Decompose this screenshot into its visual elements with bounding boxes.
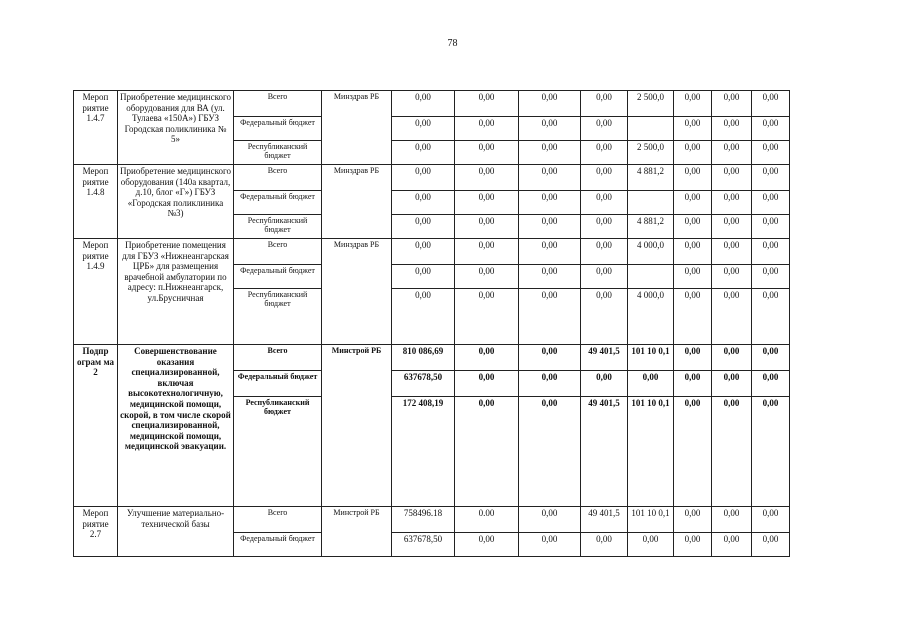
value-cell: 0,00 [712,345,752,371]
funding-source: Федеральный бюджет [234,117,322,141]
value-cell: 101 10 0,1 [628,345,674,371]
value-cell: 0,00 [581,289,628,345]
value-cell: 0,00 [392,239,455,265]
value-cell: 0,00 [712,117,752,141]
value-cell: 49 401,5 [581,507,628,533]
value-cell: 0,00 [628,533,674,557]
value-cell: 0,00 [519,371,581,397]
value-cell: 0,00 [674,397,712,507]
value-cell: 49 401,5 [581,345,628,371]
funding-source: Всего [234,239,322,265]
value-cell: 0,00 [712,533,752,557]
value-cell: 0,00 [752,117,790,141]
value-cell: 0,00 [674,289,712,345]
value-cell: 0,00 [712,265,752,289]
value-cell: 0,00 [674,191,712,215]
value-cell: 0,00 [519,507,581,533]
value-cell: 4 000,0 [628,239,674,265]
value-cell: 0,00 [392,117,455,141]
value-cell: 0,00 [455,91,519,117]
item-code: Мероп риятие 1.4.9 [74,239,118,345]
value-cell: 0,00 [674,507,712,533]
value-cell: 4 881,2 [628,165,674,191]
value-cell: 0,00 [455,165,519,191]
funding-source: Федеральный бюджет [234,191,322,215]
value-cell: 0,00 [674,165,712,191]
value-cell: 0,00 [712,141,752,165]
value-cell: 0,00 [519,265,581,289]
funding-source: Республиканский бюджет [234,141,322,165]
value-cell: 0,00 [581,141,628,165]
value-cell: 0,00 [519,191,581,215]
value-cell: 101 10 0,1 [628,397,674,507]
value-cell: 2 500,0 [628,141,674,165]
executor: Минздрав РБ [322,91,392,165]
funding-source: Всего [234,91,322,117]
value-cell: 0,00 [519,397,581,507]
table-row [74,239,790,265]
value-cell [628,191,674,215]
value-cell: 0,00 [455,371,519,397]
value-cell: 0,00 [581,165,628,191]
value-cell: 0,00 [752,371,790,397]
value-cell: 0,00 [455,117,519,141]
value-cell: 0,00 [752,239,790,265]
value-cell: 0,00 [712,165,752,191]
table-row [74,345,790,371]
value-cell: 0,00 [628,371,674,397]
value-cell: 0,00 [392,289,455,345]
value-cell: 101 10 0,1 [628,507,674,533]
value-cell [628,265,674,289]
value-cell: 0,00 [674,141,712,165]
item-name: Улучшение материально-технической базы [118,507,234,557]
page-number: 78 [447,38,458,49]
executor: Минздрав РБ [322,165,392,239]
value-cell: 2 500,0 [628,91,674,117]
value-cell: 0,00 [581,215,628,239]
value-cell: 0,00 [392,165,455,191]
value-cell: 637678,50 [392,371,455,397]
value-cell: 0.00 [455,507,519,533]
value-cell: 0,00 [455,345,519,371]
value-cell: 0,00 [581,265,628,289]
table-row [74,507,790,533]
value-cell: 0,00 [712,289,752,345]
value-cell: 0,00 [519,91,581,117]
value-cell: 0,00 [455,533,519,557]
value-cell: 0,00 [392,215,455,239]
value-cell: 0,00 [519,239,581,265]
value-cell: 0,00 [712,191,752,215]
value-cell: 0,00 [752,507,790,533]
funding-source: Всего [234,165,322,191]
funding-source: Республиканский бюджет [234,289,322,345]
value-cell: 4 881,2 [628,215,674,239]
value-cell: 0,00 [674,345,712,371]
value-cell: 0,00 [392,141,455,165]
funding-source: Всего [234,345,322,371]
value-cell: 0,00 [581,91,628,117]
value-cell: 0,00 [581,117,628,141]
value-cell: 0,00 [455,141,519,165]
value-cell: 637678,50 [392,533,455,557]
value-cell: 0,00 [752,165,790,191]
value-cell: 0,00 [674,117,712,141]
value-cell: 0,00 [519,215,581,239]
item-name: Приобретение медицинского оборудования для ВА (ул. Тулаева «150А») ГБУЗ Городская поликлиника № 5» [118,91,234,165]
value-cell: 0,00 [712,215,752,239]
value-cell: 0,00 [752,191,790,215]
value-cell: 0,00 [752,265,790,289]
value-cell: 0,00 [455,215,519,239]
value-cell: 0,00 [581,191,628,215]
budget-table [73,90,790,557]
value-cell: 0,00 [392,191,455,215]
value-cell: 0,00 [712,91,752,117]
value-cell: 0,00 [712,371,752,397]
value-cell: 0,00 [712,239,752,265]
table-row [74,91,790,117]
value-cell: 0,00 [519,141,581,165]
value-cell: 0,00 [519,165,581,191]
value-cell: 0,00 [752,533,790,557]
value-cell [628,117,674,141]
item-code: Мероп риятие 1.4.7 [74,91,118,165]
value-cell: 0,00 [392,91,455,117]
value-cell: 0,00 [752,141,790,165]
table-row [74,165,790,191]
value-cell: 0,00 [674,371,712,397]
value-cell: 0,00 [674,91,712,117]
value-cell: 0,00 [455,239,519,265]
value-cell: 0,00 [581,533,628,557]
item-name: Приобретение помещения для ГБУЗ «Нижнеангарская ЦРБ» для размещения врачебной амбулатории по адресу: п.Нижнеангарск, ул.Брусничная [118,239,234,345]
item-code: Мероп риятие 1.4.8 [74,165,118,239]
value-cell: 0,00 [455,289,519,345]
value-cell: 0,00 [519,533,581,557]
value-cell: 0,00 [581,371,628,397]
value-cell: 0,00 [674,215,712,239]
value-cell: 0,00 [712,507,752,533]
value-cell: 0,00 [752,91,790,117]
funding-source: Республиканский бюджет [234,215,322,239]
funding-source: Федеральный бюджет [234,265,322,289]
value-cell: 0,00 [674,265,712,289]
value-cell: 4 000,0 [628,289,674,345]
funding-source: Всего [234,507,322,533]
executor: Минстрой РБ [322,345,392,507]
item-name: Совершенствование оказания специализированной, включая высокотехнологичную, медицинской помощи, скорой, в том числе скорой специализированной, медицинской помощи, медицинской эвакуации. [118,345,234,507]
value-cell: 0,00 [752,215,790,239]
value-cell: 0,00 [519,117,581,141]
value-cell: 0,00 [674,533,712,557]
value-cell: 0,00 [455,265,519,289]
value-cell: 0,00 [519,345,581,371]
funding-source: Республиканский бюджет [234,397,322,507]
value-cell: 0,00 [752,289,790,345]
value-cell: 0,00 [712,397,752,507]
funding-source: Федеральный бюджет [234,533,322,557]
value-cell: 0,00 [752,345,790,371]
value-cell: 0,00 [519,289,581,345]
value-cell: 758496.18 [392,507,455,533]
executor: Минздрав РБ [322,239,392,345]
value-cell: 0,00 [455,191,519,215]
value-cell: 0,00 [455,397,519,507]
value-cell: 49 401,5 [581,397,628,507]
executor: Минстрой РБ [322,507,392,557]
value-cell: 0,00 [392,265,455,289]
value-cell: 0,00 [752,397,790,507]
value-cell: 810 086,69 [392,345,455,371]
value-cell: 172 408,19 [392,397,455,507]
item-code: Мероп риятие 2.7 [74,507,118,557]
item-code: Подпр ограм ма 2 [74,345,118,507]
value-cell: 0,00 [674,239,712,265]
value-cell: 0,00 [581,239,628,265]
item-name: Приобретение медицинского оборудования (140а квартал, д.10, блог «Г») ГБУЗ «Городская поликлиника №3) [118,165,234,239]
funding-source: Федеральный бюджет [234,371,322,397]
